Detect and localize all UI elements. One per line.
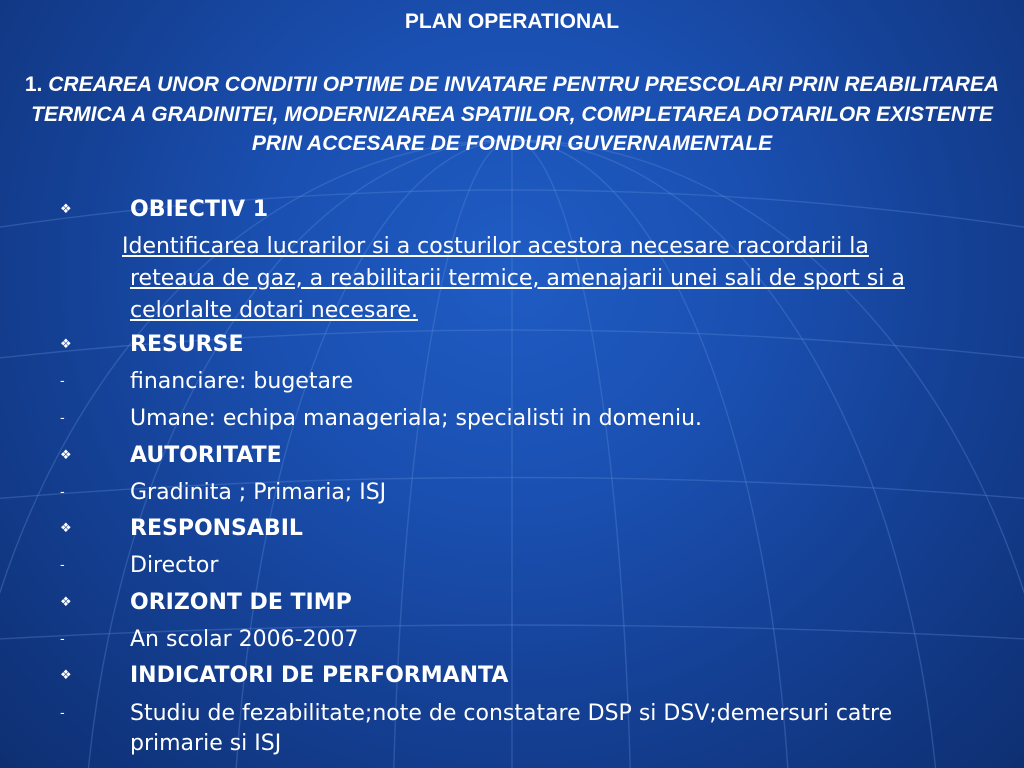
objective-heading: OBIECTIV 1: [130, 197, 269, 222]
indicators-item-text: Studiu de fezabilitate;note de constatare DSP si DSV;demersuri catre primarie si ISJ: [130, 701, 893, 756]
bullet-icon: ❖: [60, 202, 72, 217]
authority-heading: AUTORITATE: [130, 443, 282, 468]
bullet-icon: ❖: [60, 337, 72, 352]
authority-item-text: Gradinita ; Primaria; ISJ: [130, 480, 387, 505]
dash-marker: -: [60, 411, 65, 426]
objective-description: Identificarea lucrarilor si a costurilor acestora necesare racordarii la reteaua de gaz, a reabilitarii termice, amenajarii unei sali de sport si a celorlalte dotari necesare.: [122, 234, 905, 323]
indicators-heading: INDICATORI DE PERFORMANTA: [130, 663, 509, 688]
slide-title: PLAN OPERATIONAL: [404, 10, 620, 33]
resources-heading: RESURSE: [130, 332, 244, 357]
resources-item-text: Umane: echipa manageriala; specialisti in domeniu.: [130, 406, 702, 431]
timeframe-heading: ORIZONT DE TIMP: [130, 590, 352, 615]
bullet-icon: ❖: [60, 668, 72, 683]
dash-marker: -: [60, 632, 65, 647]
timeframe-item-text: An scolar 2006-2007: [130, 627, 359, 652]
resources-item-text: financiare: bugetare: [130, 369, 354, 394]
dash-marker: -: [60, 374, 65, 389]
subtitle-number: 1.: [24, 73, 43, 96]
bullet-icon: ❖: [60, 595, 72, 610]
dash-marker: -: [60, 485, 65, 500]
subtitle-text: CREAREA UNOR CONDITII OPTIME DE INVATARE PENTRU PRESCOLARI PRIN REABILITAREA TERMICA A GRADINITEI, MODERNIZAREA SPATIILOR, COMPLETAREA DOTARILOR EXISTENTE PRIN ACCESARE DE FONDURI GUVERNAMENTALE: [31, 73, 1000, 155]
responsible-heading: RESPONSABIL: [130, 516, 303, 541]
dash-marker: -: [60, 706, 65, 721]
bullet-icon: ❖: [60, 521, 72, 536]
dash-marker: -: [60, 558, 65, 573]
bullet-icon: ❖: [60, 448, 72, 463]
responsible-item-text: Director: [130, 553, 219, 578]
